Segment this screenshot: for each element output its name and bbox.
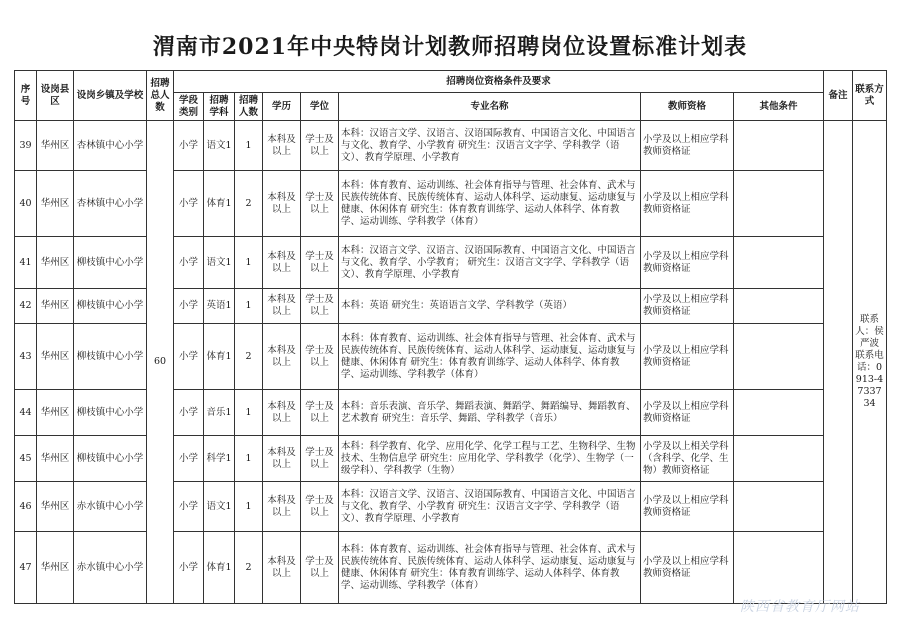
header-seq: 序号: [15, 71, 37, 121]
cell-seq: 45: [15, 436, 37, 482]
cell-other: [734, 289, 824, 324]
cell-seq: 39: [15, 121, 37, 171]
cell-subject: 英语1: [204, 289, 235, 324]
cell-seq: 44: [15, 390, 37, 436]
cell-degree: 学士及以上: [301, 289, 339, 324]
cell-education: 本科及以上: [263, 532, 301, 604]
header-requirements: 招聘岗位资格条件及要求: [174, 71, 824, 93]
cell-county: 华州区: [37, 482, 74, 532]
cell-seq: 40: [15, 171, 37, 237]
cell-seq: 43: [15, 324, 37, 390]
cell-qualification: 小学及以上相应学科教师资格证: [641, 171, 734, 237]
cell-stage: 小学: [174, 171, 204, 237]
cell-count: 2: [235, 171, 263, 237]
cell-subject: 体育1: [204, 324, 235, 390]
cell-major: 本科：英语 研究生：英语语言文学、学科教学（英语）: [339, 289, 641, 324]
cell-subject: 语文1: [204, 482, 235, 532]
cell-degree: 学士及以上: [301, 532, 339, 604]
cell-qualification: 小学及以上相应学科教师资格证: [641, 324, 734, 390]
cell-other: [734, 482, 824, 532]
cell-other: [734, 171, 824, 237]
header-other: 其他条件: [734, 93, 824, 121]
table-row: [15, 121, 887, 171]
header-contact: 联系方式: [853, 71, 887, 121]
cell-education: 本科及以上: [263, 121, 301, 171]
cell-qualification: 小学及以上相应学科教师资格证: [641, 289, 734, 324]
cell-stage: 小学: [174, 390, 204, 436]
cell-seq: 47: [15, 532, 37, 604]
cell-school: 柳枝镇中心小学: [74, 289, 147, 324]
cell-county: 华州区: [37, 289, 74, 324]
cell-degree: 学士及以上: [301, 436, 339, 482]
cell-seq: 42: [15, 289, 37, 324]
cell-subject: 科学1: [204, 436, 235, 482]
cell-other: [734, 436, 824, 482]
table-row: [15, 289, 887, 324]
cell-stage: 小学: [174, 532, 204, 604]
cell-major: 本科：汉语言文学、汉语言、汉语国际教育、中国语言文化、中国语言与文化、教育学、小学教育 研究生：汉语言文字学、学科教学（语文）、教育学原理、小学教育: [339, 482, 641, 532]
cell-count: 2: [235, 324, 263, 390]
cell-qualification: 小学及以上相应学科教师资格证: [641, 121, 734, 171]
cell-degree: 学士及以上: [301, 121, 339, 171]
cell-stage: 小学: [174, 436, 204, 482]
cell-subject: 音乐1: [204, 390, 235, 436]
cell-qualification: 小学及以上相应学科教师资格证: [641, 482, 734, 532]
header-major: 专业名称: [339, 93, 641, 121]
cell-education: 本科及以上: [263, 171, 301, 237]
cell-subject: 语文1: [204, 237, 235, 289]
cell-school: 柳枝镇中心小学: [74, 436, 147, 482]
table-row: [15, 436, 887, 482]
header-town: 设岗乡镇及学校: [74, 71, 147, 121]
cell-county: 华州区: [37, 390, 74, 436]
table-row: [15, 390, 887, 436]
cell-qualification: 小学及以上相关学科（含科学、化学、生物）教师资格证: [641, 436, 734, 482]
cell-degree: 学士及以上: [301, 237, 339, 289]
cell-degree: 学士及以上: [301, 324, 339, 390]
table-row: [15, 324, 887, 390]
cell-total-recruits: 60: [147, 121, 174, 604]
cell-other: [734, 532, 824, 604]
cell-other: [734, 390, 824, 436]
cell-remark: [824, 121, 853, 604]
page-title: 渭南市2021年中央特岗计划教师招聘岗位设置标准计划表: [152, 34, 748, 60]
cell-major: 本科：体育教育、运动训练、社会体育指导与管理、社会体育、武术与民族传统体育、民族传统体育、运动人体科学、运动康复、运动康复与健康、休闲体育 研究生：体育教育训练学、运动人体科学、体育教学、运动训练、学科教学（体育）: [339, 171, 641, 237]
cell-count: 1: [235, 121, 263, 171]
cell-count: 1: [235, 289, 263, 324]
cell-school: 赤水镇中心小学: [74, 482, 147, 532]
cell-other: [734, 324, 824, 390]
header-stage: 学段类别: [174, 93, 204, 121]
cell-school: 柳枝镇中心小学: [74, 237, 147, 289]
cell-school: 杏林镇中心小学: [74, 171, 147, 237]
cell-school: 柳枝镇中心小学: [74, 324, 147, 390]
cell-major: 本科：科学教育、化学、应用化学、化学工程与工艺、生物科学、生物技术、生物信息学 研究生：应用化学、学科教学（化学）、生物学（一级学科）、学科教学（生物）: [339, 436, 641, 482]
cell-major: 本科：汉语言文学、汉语言、汉语国际教育、中国语言文化、中国语言与文化、教育学、小学教育； 研究生：汉语言文字学、学科教学（语文）、教育学原理、小学教育: [339, 237, 641, 289]
cell-school: 杏林镇中心小学: [74, 121, 147, 171]
cell-count: 2: [235, 532, 263, 604]
table-row: [15, 171, 887, 237]
table-row: [15, 237, 887, 289]
header-subject: 招聘学科: [204, 93, 235, 121]
site-watermark: 陕西省教育厅网站: [740, 599, 860, 615]
header-county: 设岗县区: [37, 71, 74, 121]
header-total: 招聘总人数: [147, 71, 174, 121]
cell-stage: 小学: [174, 482, 204, 532]
header-qualification: 教师资格: [641, 93, 734, 121]
cell-education: 本科及以上: [263, 436, 301, 482]
cell-qualification: 小学及以上相应学科教师资格证: [641, 237, 734, 289]
cell-stage: 小学: [174, 289, 204, 324]
cell-county: 华州区: [37, 121, 74, 171]
cell-major: 本科：汉语言文学、汉语言、汉语国际教育、中国语言文化、中国语言与文化、教育学、小学教育 研究生：汉语言文字学、学科教学（语文）、教育学原理、小学教育: [339, 121, 641, 171]
cell-major: 本科：体育教育、运动训练、社会体育指导与管理、社会体育、武术与民族传统体育、民族传统体育、运动人体科学、运动康复、运动康复与健康、休闲体育 研究生：体育教育训练学、运动人体科学、体育教学、运动训练、学科教学（体育）: [339, 324, 641, 390]
cell-seq: 46: [15, 482, 37, 532]
cell-stage: 小学: [174, 121, 204, 171]
cell-major: 本科：体育教育、运动训练、社会体育指导与管理、社会体育、武术与民族传统体育、民族传统体育、运动人体科学、运动康复、运动康复与健康、休闲体育 研究生：体育教育训练学、运动人体科学、体育教学、运动训练、学科教学（体育）: [339, 532, 641, 604]
table-row: [15, 532, 887, 604]
cell-qualification: 小学及以上相应学科教师资格证: [641, 532, 734, 604]
cell-education: 本科及以上: [263, 390, 301, 436]
table-row: [15, 482, 887, 532]
cell-school: 柳枝镇中心小学: [74, 390, 147, 436]
cell-major: 本科：音乐表演、音乐学、舞蹈表演、舞蹈学、舞蹈编导、舞蹈教育、艺术教育 研究生：音乐学、舞蹈、学科教学（音乐）: [339, 390, 641, 436]
cell-school: 赤水镇中心小学: [74, 532, 147, 604]
cell-other: [734, 121, 824, 171]
header-count: 招聘人数: [235, 93, 263, 121]
header-education: 学历: [263, 93, 301, 121]
cell-count: 1: [235, 237, 263, 289]
cell-subject: 语文1: [204, 121, 235, 171]
header-degree: 学位: [301, 93, 339, 121]
header-remark: 备注: [824, 71, 853, 121]
cell-county: 华州区: [37, 237, 74, 289]
cell-education: 本科及以上: [263, 482, 301, 532]
cell-education: 本科及以上: [263, 324, 301, 390]
cell-county: 华州区: [37, 436, 74, 482]
cell-county: 华州区: [37, 532, 74, 604]
cell-qualification: 小学及以上相应学科教师资格证: [641, 390, 734, 436]
cell-count: 1: [235, 436, 263, 482]
cell-stage: 小学: [174, 237, 204, 289]
cell-degree: 学士及以上: [301, 482, 339, 532]
cell-contact: 联系人：侯严波 联系电话：0913-4733734: [853, 121, 887, 604]
cell-other: [734, 237, 824, 289]
cell-seq: 41: [15, 237, 37, 289]
recruitment-table: [14, 70, 887, 604]
cell-degree: 学士及以上: [301, 171, 339, 237]
cell-count: 1: [235, 482, 263, 532]
cell-subject: 体育1: [204, 171, 235, 237]
cell-stage: 小学: [174, 324, 204, 390]
cell-county: 华州区: [37, 171, 74, 237]
cell-degree: 学士及以上: [301, 390, 339, 436]
cell-education: 本科及以上: [263, 237, 301, 289]
cell-education: 本科及以上: [263, 289, 301, 324]
cell-count: 1: [235, 390, 263, 436]
cell-subject: 体育1: [204, 532, 235, 604]
cell-county: 华州区: [37, 324, 74, 390]
